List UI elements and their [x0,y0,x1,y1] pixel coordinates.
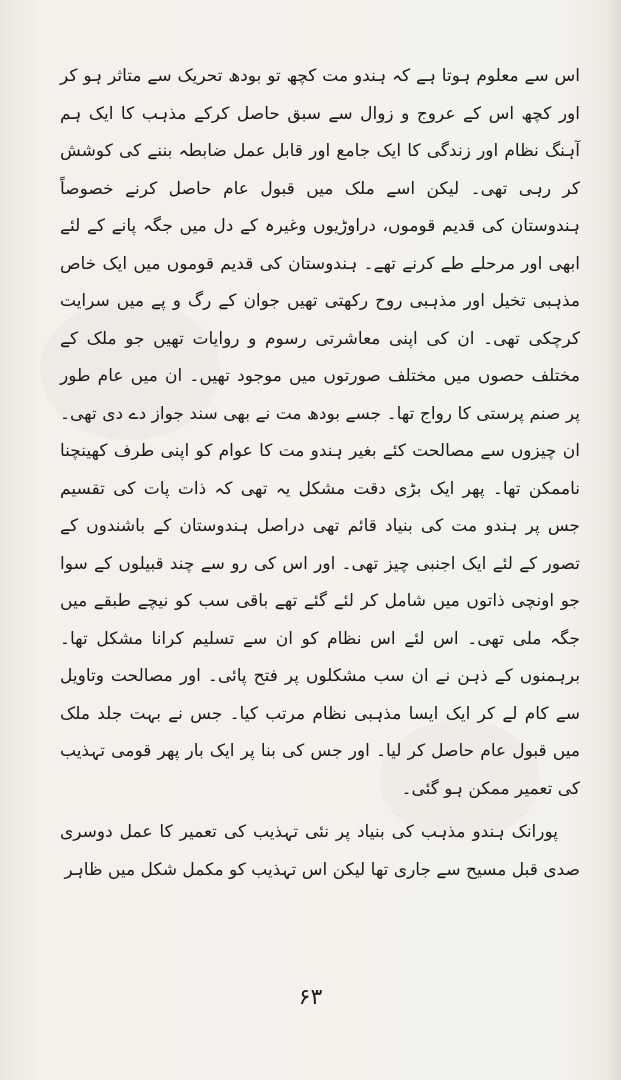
paragraph-2: پورانک ہندو مذہب کی بنیاد پر نئی تہذیب کی تعمیر کا عمل دوسری صدی قبل مسیح سے جاری تھا لیکن اس تہذیب کو مکمل شکل میں ظاہر [60,822,580,880]
page-number: ۶۳ [298,985,323,1010]
paragraph-1: اس سے معلوم ہوتا ہے کہ ہندو مت کچھ تو بودھ تحریک سے متاثر ہو کر اور کچھ اس کے عروج و زوال سے سبق حاصل کرکے مذہب کا ایک ہم آہنگ نظام اور زندگی کا ایک جامع اور قابل عمل ضابطہ بننے کی کوشش کر رہی تھی۔ لیکن اسے ملک میں قبول عام حاصل کرنے خصوصاً ہندوستان کی قدیم قوموں، دراوڑیوں وغیرہ کے دل میں جگہ پانے کے لئے ابھی اور مرحلے طے کرنے تھے۔ ہندوستان کی قدیم قوموں میں ایک خاص مذہبی تخیل اور مذہبی روح رکھتی تھیں جوان کے رگ و پے میں سرایت کرچکی تھی۔ ان کی اپنی معاشرتی رسوم و روایات تھیں جو ملک کے مختلف حصوں میں مختلف صورتوں میں موجود تھیں۔ ان میں عام طور پر صنم پرستی کا رواج تھا۔ جسے بودھ مت نے بھی سند جواز دے دی تھی۔ ان چیزوں سے مصالحت کئے بغیر ہندو مت کا عوام کو اپنی طرف کھینچنا ناممکن تھا۔ پھر ایک بڑی دقت مشکل یہ تھی کہ ذات پات کی تقسیم جس پر ہندو مت کی بنیاد قائم تھی دراصل ہندوستان کے باشندوں کے تصور کے لئے ایک اجنبی چیز تھی۔ اور اس کی رو سے چند قبیلوں کے سوا جو اونچی ذاتوں میں شامل کر لئے گئے تھے باقی سب کو نیچے طبقے میں جگہ ملی تھی۔ اس لئے اس نظام کو ان سے تسلیم کرانا مشکل تھا۔ برہمنوں کے ذہن نے ان سب مشکلوں پر فتح پائی۔ اور مصالحت وتاویل سے کام لے کر ایک ایسا مذہبی نظام مرتب کیا۔ جس نے بہت جلد ملک میں قبول عام حاصل کر لیا۔ اور جس کی بنا پر ایک بار پھر قومی تہذیب کی تعمیر ممکن ہو گئی۔ [60,66,580,799]
body-text [60,58,580,889]
page-gutter-shadow [607,0,621,1080]
